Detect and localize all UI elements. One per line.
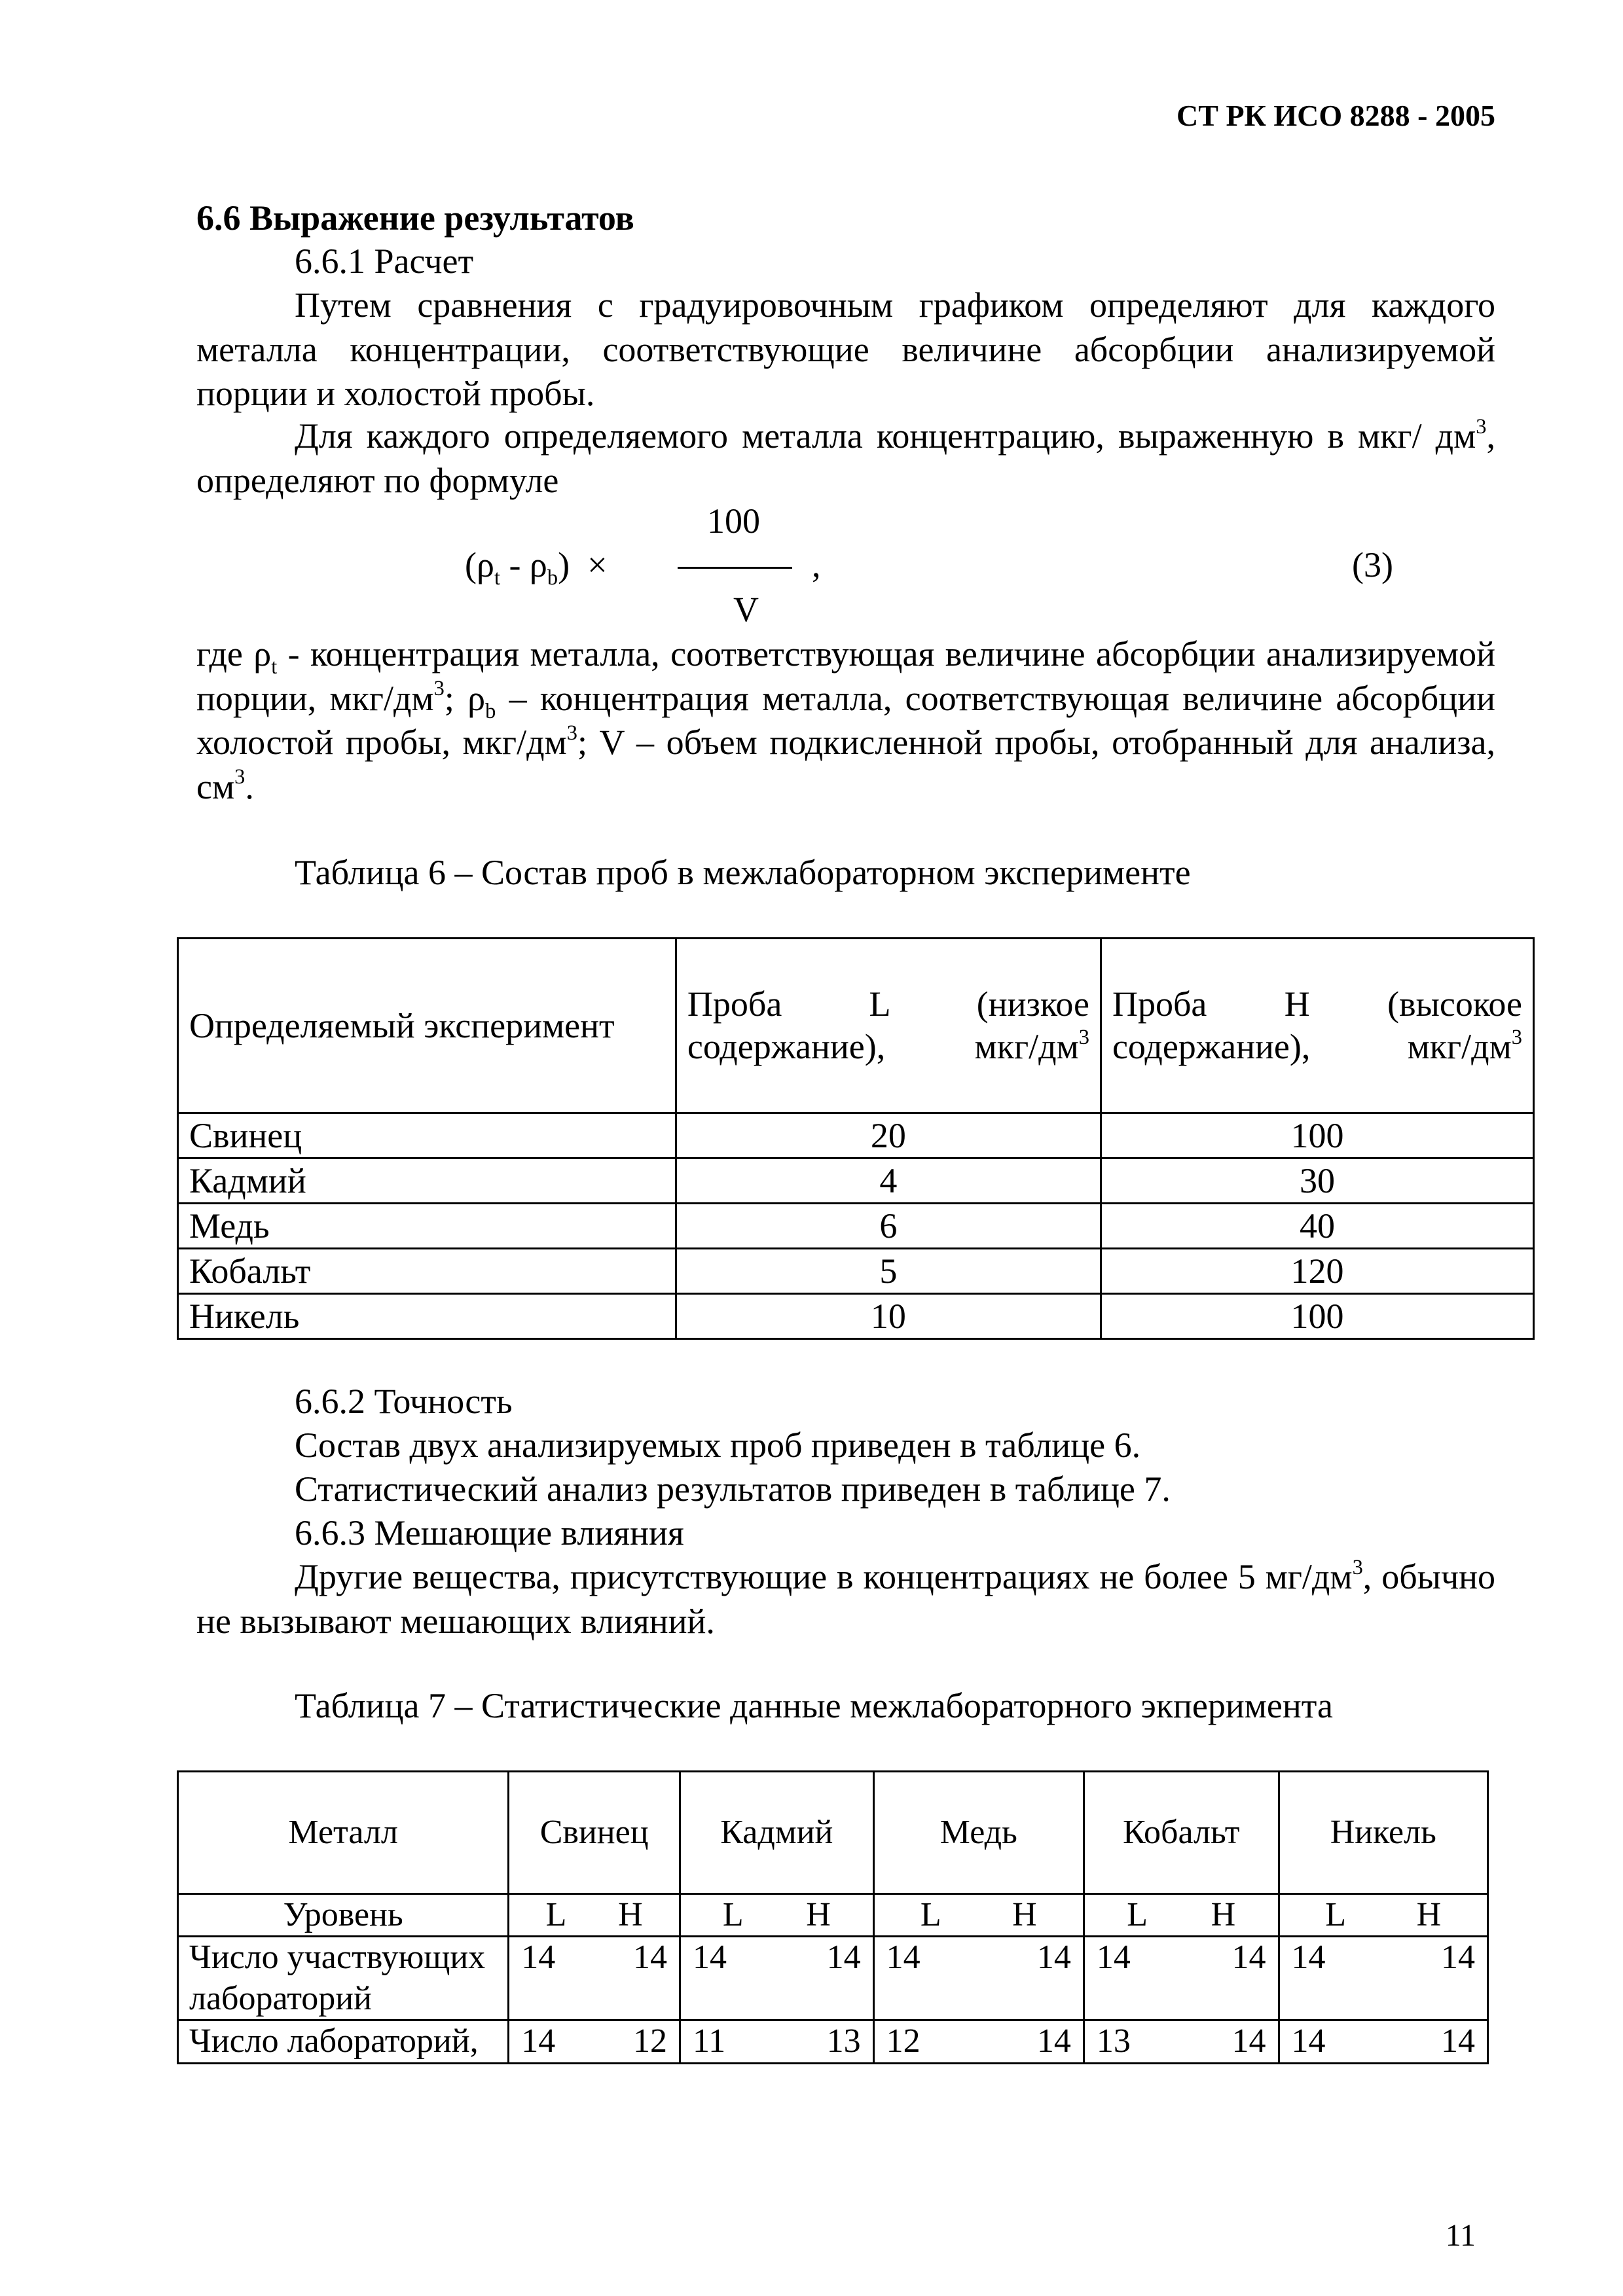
table7-pair: 14 14	[873, 1937, 1084, 2020]
table-7	[177, 1770, 1489, 2064]
table6-header-high: Проба H (высокое содержание), мкг/$дм^3$	[1101, 939, 1533, 1113]
document-header: СТ РК ИСО 8288 - 2005	[1176, 99, 1495, 132]
paragraph-statistics: Статистический анализ результатов приведен в таблице 7.	[295, 1469, 1171, 1509]
formula-comma: ,	[812, 545, 821, 584]
table6-metal: Свинец	[178, 1113, 676, 1158]
paragraph-interference: Другие вещества, присутствующие в концентрациях не более 5 $мг/дм^3$, обычно не вызывают мешающих влияний.	[196, 1555, 1496, 1641]
table6-header-experiment: Определяемый эксперимент	[178, 939, 676, 1113]
table7-pair: 14 14	[1279, 1937, 1488, 2020]
table7-level-cell: L H	[873, 1894, 1084, 1937]
table7-header-nickel: Никель	[1279, 1772, 1488, 1894]
table7-pair: 14 14	[509, 1937, 680, 2020]
table7-header-cobalt: Кобальт	[1084, 1772, 1279, 1894]
formula-lhs: $(\rho_t - \rho_b)$ ×	[465, 545, 608, 590]
table6-high: 100	[1101, 1113, 1533, 1158]
table6-high: 120	[1101, 1249, 1533, 1294]
table7-header-lead: Свинец	[509, 1772, 680, 1894]
table6-low: 6	[676, 1204, 1101, 1249]
table6-metal: Никель	[178, 1294, 676, 1339]
table7-caption: Таблица 7 – Статистические данные межлабораторного экперимента	[295, 1686, 1334, 1725]
table6-low: 20	[676, 1113, 1101, 1158]
table6-metal: Кобальт	[178, 1249, 676, 1294]
table-row	[178, 1249, 1534, 1294]
table7-pair: 13 14	[1084, 2020, 1279, 2063]
table7-row-label: Число лабораторий,	[178, 2020, 509, 2063]
table7-pair: 14 14	[1279, 2020, 1488, 2063]
formula-denominator: V	[733, 590, 759, 629]
paragraph-composition: Состав двух анализируемых проб приведен в таблице 6.	[295, 1426, 1141, 1465]
table-row	[178, 1204, 1534, 1249]
table6-low: 5	[676, 1249, 1101, 1294]
table7-level-cell: L H	[509, 1894, 680, 1937]
table6-low: 10	[676, 1294, 1101, 1339]
subsection-6-6-3: 6.6.3 Мешающие влияния	[295, 1513, 684, 1552]
table7-pair: 12 14	[873, 2020, 1084, 2063]
table6-high: 40	[1101, 1204, 1533, 1249]
formula-number: (3)	[1352, 545, 1393, 584]
subsection-6-6-2: 6.6.2 Точность	[295, 1382, 513, 1421]
table7-pair: 14 12	[509, 2020, 680, 2063]
table7-pair: 11 13	[680, 2020, 874, 2063]
table7-row-label: Число участвующих лабораторий	[178, 1937, 509, 2020]
table6-metal: Медь	[178, 1204, 676, 1249]
table6-low: 4	[676, 1158, 1101, 1204]
table-row	[178, 1113, 1534, 1158]
table7-level-cell: L H	[1279, 1894, 1488, 1937]
paragraph-where: где $\rho_t$ - концентрация металла, соответствующая величине абсорбции анализируемой порции, мкг/$дм^3$; $\rho_b$ – концентрация металла, соответствующая величине абсорбции холостой пробы, мкг/$дм^3$; V – объем подкисленной пробы, отобранный для анализа, $см^3$.	[196, 634, 1495, 806]
subsection-6-6-1: 6.6.1 Расчет	[295, 242, 474, 281]
formula-fraction-bar	[678, 567, 792, 569]
table7-pair: 14 14	[680, 1937, 874, 2020]
page-number: 11	[1445, 2218, 1476, 2253]
table6-metal: Кадмий	[178, 1158, 676, 1204]
paragraph-calculation: Путем сравнения с градуировочным графиком определяют для каждого металла концентрации, соответствующие величине абсорбции анализируемой порции и холостой пробы.	[196, 285, 1495, 413]
table7-header-cadmium: Кадмий	[680, 1772, 874, 1894]
table6-high: 100	[1101, 1294, 1533, 1339]
formula-numerator: 100	[707, 501, 760, 541]
table6-high: 30	[1101, 1158, 1533, 1204]
table-row	[178, 1894, 1488, 1937]
table6-caption: Таблица 6 – Состав проб в межлабораторном эксперименте	[295, 853, 1191, 892]
table7-pair: 14 14	[1084, 1937, 1279, 2020]
table7-level-cell: L H	[680, 1894, 874, 1937]
table7-header-copper: Медь	[873, 1772, 1084, 1894]
table7-level-cell: L H	[1084, 1894, 1279, 1937]
table-row	[178, 1294, 1534, 1339]
table7-header-metal: Металл	[178, 1772, 509, 1894]
table-row	[178, 1158, 1534, 1204]
table6-header-low: Проба L (низкое содержание), мкг/$дм^3$	[676, 939, 1101, 1113]
paragraph-formula-intro: Для каждого определяемого металла концентрацию, выраженную в мкг/ $дм^3$, определяют по формуле	[196, 414, 1495, 500]
table-row	[178, 2020, 1488, 2063]
table-row	[178, 1937, 1488, 2020]
table7-level-label: Уровень	[178, 1894, 509, 1937]
table-6	[177, 937, 1535, 1340]
section-title: 6.6 Выражение результатов	[196, 198, 634, 238]
